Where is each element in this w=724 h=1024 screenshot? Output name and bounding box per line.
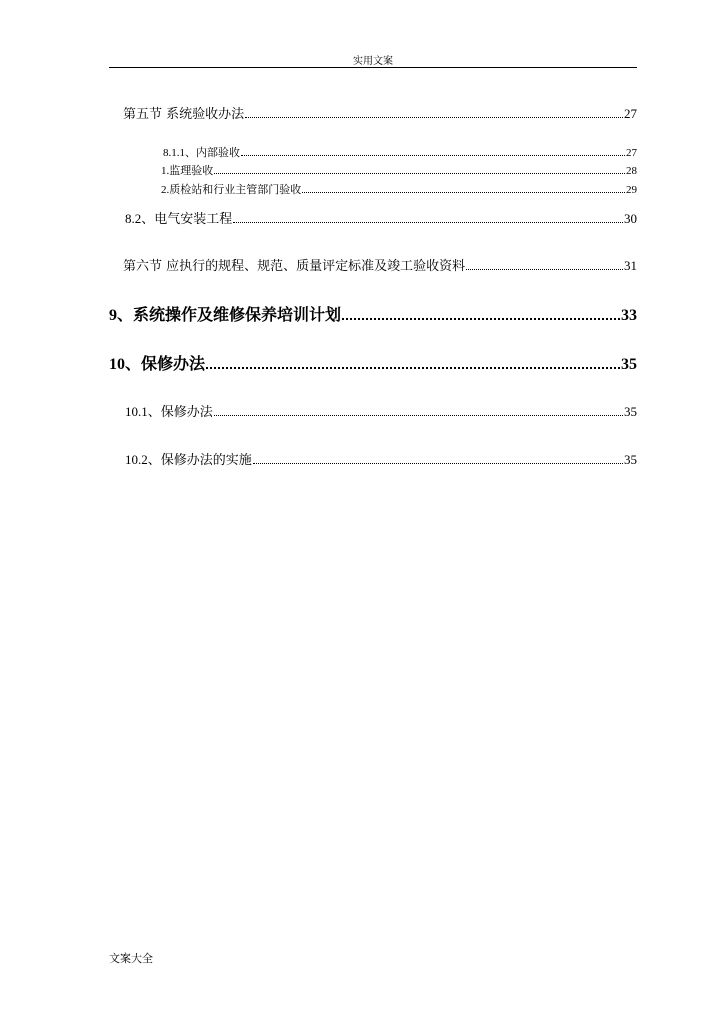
toc-leader-dots (253, 453, 623, 464)
toc-entry-8-2[interactable] (125, 212, 637, 226)
toc-entry-number: 9、 (109, 307, 134, 324)
toc-entry-page: 35 (624, 452, 637, 467)
toc-entry-title: 监理验收 (169, 164, 214, 178)
toc-entry-page: 35 (621, 356, 637, 373)
toc-entry-chapter-9[interactable] (109, 306, 637, 324)
toc-entry-page: 28 (626, 165, 637, 178)
toc-entry-page: 35 (624, 404, 637, 419)
toc-entry-title: 内部验收 (196, 146, 240, 160)
toc-entry-number: 1. (161, 165, 170, 178)
toc-entry-chapter-10[interactable] (109, 355, 637, 373)
toc-leader-dots (233, 212, 623, 223)
toc-entry-page: 30 (624, 211, 637, 226)
toc-entry-number: 10、 (109, 356, 142, 373)
toc-entry-title: 电气安装工程 (154, 212, 233, 227)
toc-leader-dots (302, 184, 625, 193)
toc-entry-number: 8.1.1、 (163, 147, 196, 160)
toc-entry-10-1[interactable] (125, 405, 637, 419)
toc-entry-section-5[interactable] (123, 107, 637, 121)
toc-entry-title: 保修办法的实施 (160, 453, 252, 468)
toc-entry-title: 保修办法 (141, 354, 206, 373)
toc-entry-page: 27 (624, 106, 637, 121)
toc-entry-section-6[interactable] (123, 259, 637, 273)
toc-leader-dots (466, 259, 623, 270)
toc-entry-number: 2. (161, 184, 170, 197)
toc-leader-dots (206, 355, 620, 369)
toc-entry-page: 33 (621, 307, 637, 324)
page-footer: 文案大全 (109, 952, 153, 965)
toc-entry-quality-station[interactable] (161, 184, 637, 196)
toc-entry-title: 质检站和行业主管部门验收 (169, 183, 302, 197)
toc-entry-title: 系统操作及维修保养培训计划 (133, 305, 342, 324)
toc-leader-dots (214, 405, 623, 416)
toc-entry-title: 第六节 应执行的规程、规范、质量评定标准及竣工验收资料 (123, 259, 466, 274)
toc-entry-supervision[interactable] (161, 165, 637, 177)
toc-entry-number: 10.2、 (125, 452, 161, 467)
toc-entry-page: 31 (624, 258, 637, 273)
toc-leader-dots (214, 165, 625, 174)
toc-entry-8-1-1[interactable] (163, 147, 637, 159)
toc-entry-title: 第五节 系统验收办法 (123, 107, 245, 122)
toc-entry-title: 保修办法 (160, 405, 213, 420)
toc-entry-number: 10.1、 (125, 404, 161, 419)
toc-entry-page: 29 (626, 184, 637, 197)
toc-leader-dots (241, 147, 625, 156)
page-header: 实用文案 (353, 56, 393, 67)
toc-entry-10-2[interactable] (125, 453, 637, 467)
toc-leader-dots (245, 107, 623, 118)
toc-entry-number: 8.2、 (125, 211, 155, 226)
toc-leader-dots (342, 306, 620, 320)
toc-entry-page: 27 (626, 147, 637, 160)
header-rule (109, 67, 637, 68)
